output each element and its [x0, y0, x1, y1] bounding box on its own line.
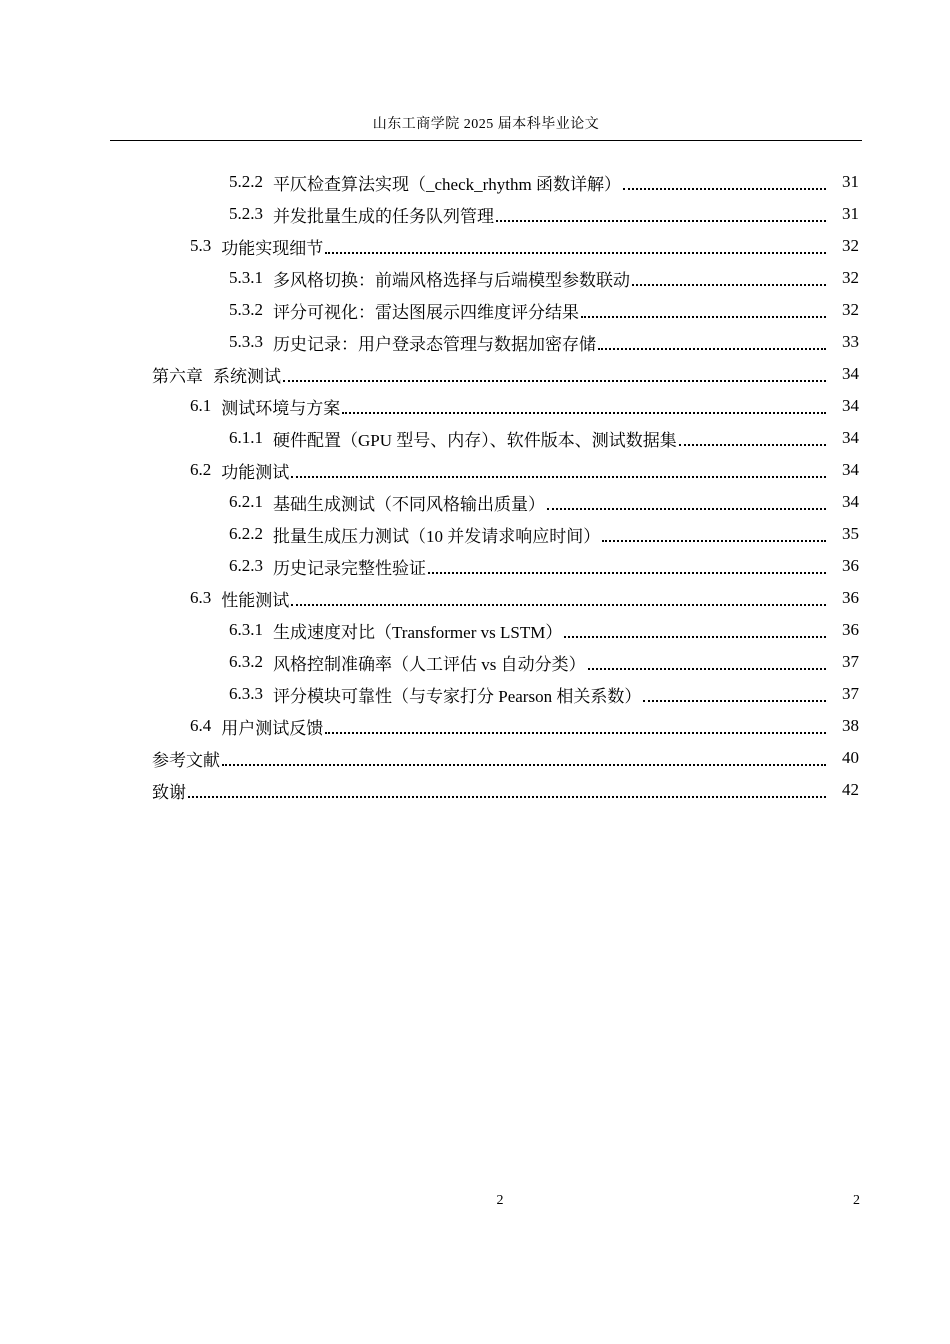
- toc-entry-title: 致谢: [152, 782, 186, 802]
- toc-entry-number: 6.3: [190, 588, 212, 607]
- toc-entry-page: 31: [842, 172, 859, 191]
- toc-entry[interactable]: [0, 646, 950, 678]
- toc-entry-page: 31: [842, 204, 859, 223]
- toc-entry-number: 6.2: [190, 460, 212, 479]
- toc-dot-leader: [428, 571, 826, 574]
- toc-entry[interactable]: [0, 166, 950, 198]
- running-header: 山东工商学院 2025 届本科毕业论文: [372, 117, 600, 132]
- toc-dot-leader: [547, 507, 826, 510]
- toc-entry-title: 批量生成压力测试（10 并发请求响应时间）: [273, 526, 601, 546]
- toc-dot-leader: [602, 539, 826, 542]
- table-of-contents: [0, 166, 950, 806]
- toc-entry-page: 34: [842, 364, 859, 383]
- toc-entry-number: 5.2.2: [229, 172, 263, 191]
- toc-entry-title: 并发批量生成的任务队列管理: [273, 206, 494, 226]
- toc-entry-page: 33: [842, 332, 859, 351]
- toc-entry-title: 性能测试: [221, 590, 290, 610]
- toc-entry[interactable]: [0, 614, 950, 646]
- toc-entry-number: 6.3.2: [229, 652, 263, 671]
- toc-dot-leader: [291, 475, 826, 478]
- toc-entry[interactable]: [0, 358, 950, 390]
- toc-entry-title: 历史记录完整性验证: [273, 558, 426, 578]
- toc-entry-title: 评分可视化：雷达图展示四维度评分结果: [273, 302, 579, 322]
- toc-entry[interactable]: [0, 742, 950, 774]
- footer-page-number-right: 2: [853, 1193, 860, 1208]
- toc-entry[interactable]: [0, 422, 950, 454]
- toc-entry-title: 硬件配置（GPU 型号、内存）、软件版本、测试数据集: [273, 430, 677, 450]
- toc-dot-leader: [342, 411, 826, 414]
- toc-entry-page: 37: [842, 684, 859, 703]
- toc-entry-number: 5.3: [190, 236, 212, 255]
- toc-entry-page: 32: [842, 236, 859, 255]
- toc-dot-leader: [496, 219, 826, 222]
- toc-dot-leader: [679, 443, 826, 446]
- toc-entry[interactable]: [0, 710, 950, 742]
- toc-entry-number: 6.3.3: [229, 684, 263, 703]
- toc-dot-leader: [623, 187, 826, 190]
- toc-entry-title: 评分模块可靠性（与专家打分 Pearson 相关系数）: [273, 686, 642, 706]
- toc-entry-page: 36: [842, 556, 859, 575]
- toc-entry-title: 系统测试: [213, 366, 281, 386]
- toc-entry-page: 36: [842, 588, 859, 607]
- toc-entry-page: 35: [842, 524, 859, 543]
- header-rule: [110, 140, 862, 141]
- toc-entry-title: 功能实现细节: [221, 238, 324, 258]
- toc-entry-title: 风格控制准确率（人工评估 vs 自动分类）: [273, 654, 586, 674]
- toc-dot-leader: [581, 315, 826, 318]
- toc-dot-leader: [325, 731, 826, 734]
- toc-entry-page: 34: [842, 428, 859, 447]
- toc-entry-page: 34: [842, 460, 859, 479]
- toc-entry-page: 32: [842, 300, 859, 319]
- toc-entry-title: 用户测试反馈: [221, 718, 324, 738]
- toc-entry-number: 6.3.1: [229, 620, 263, 639]
- toc-dot-leader: [588, 667, 826, 670]
- footer-page-number-center: 2: [496, 1193, 504, 1208]
- toc-entry-number: 6.4: [190, 716, 212, 735]
- toc-dot-leader: [222, 763, 826, 766]
- toc-dot-leader: [283, 379, 826, 382]
- toc-entry[interactable]: [0, 262, 950, 294]
- toc-entry[interactable]: [0, 198, 950, 230]
- toc-entry-page: 40: [842, 748, 859, 767]
- toc-entry-number: 6.2.2: [229, 524, 263, 543]
- toc-entry[interactable]: [0, 390, 950, 422]
- toc-entry-page: 42: [842, 780, 859, 799]
- toc-entry[interactable]: [0, 454, 950, 486]
- toc-entry-page: 36: [842, 620, 859, 639]
- toc-entry-title: 功能测试: [221, 462, 290, 482]
- toc-entry[interactable]: [0, 678, 950, 710]
- toc-entry[interactable]: [0, 518, 950, 550]
- toc-dot-leader: [643, 699, 826, 702]
- toc-entry-title: 基础生成测试（不同风格输出质量）: [273, 494, 545, 514]
- toc-dot-leader: [291, 603, 826, 606]
- toc-entry[interactable]: [0, 326, 950, 358]
- toc-dot-leader: [632, 283, 826, 286]
- toc-entry-number: 5.3.3: [229, 332, 263, 351]
- toc-entry-number: 6.1.1: [229, 428, 263, 447]
- toc-entry[interactable]: [0, 294, 950, 326]
- toc-entry-page: 38: [842, 716, 859, 735]
- toc-entry-number: 第六章: [152, 366, 203, 386]
- toc-entry[interactable]: [0, 486, 950, 518]
- toc-entry-number: 5.2.3: [229, 204, 263, 223]
- toc-entry[interactable]: [0, 774, 950, 806]
- toc-entry-page: 34: [842, 492, 859, 511]
- toc-entry-title: 参考文献: [152, 750, 220, 770]
- toc-entry-number: 5.3.2: [229, 300, 263, 319]
- toc-dot-leader: [188, 795, 826, 798]
- toc-entry-page: 32: [842, 268, 859, 287]
- toc-entry-number: 6.1: [190, 396, 212, 415]
- toc-entry-number: 6.2.1: [229, 492, 263, 511]
- toc-entry-number: 5.3.1: [229, 268, 263, 287]
- toc-entry-number: 6.2.3: [229, 556, 263, 575]
- toc-entry-title: 测试环境与方案: [221, 398, 341, 418]
- toc-entry-page: 34: [842, 396, 859, 415]
- toc-entry[interactable]: [0, 582, 950, 614]
- toc-dot-leader: [564, 635, 826, 638]
- toc-entry-title: 平仄检查算法实现（_check_rhythm 函数详解）: [273, 174, 621, 194]
- toc-entry-title: 历史记录：用户登录态管理与数据加密存储: [273, 334, 596, 354]
- toc-dot-leader: [325, 251, 826, 254]
- toc-dot-leader: [598, 347, 826, 350]
- toc-entry-title: 生成速度对比（Transformer vs LSTM）: [273, 622, 563, 642]
- toc-entry[interactable]: [0, 230, 950, 262]
- toc-entry[interactable]: [0, 550, 950, 582]
- toc-entry-title: 多风格切换：前端风格选择与后端模型参数联动: [273, 270, 630, 290]
- toc-entry-page: 37: [842, 652, 859, 671]
